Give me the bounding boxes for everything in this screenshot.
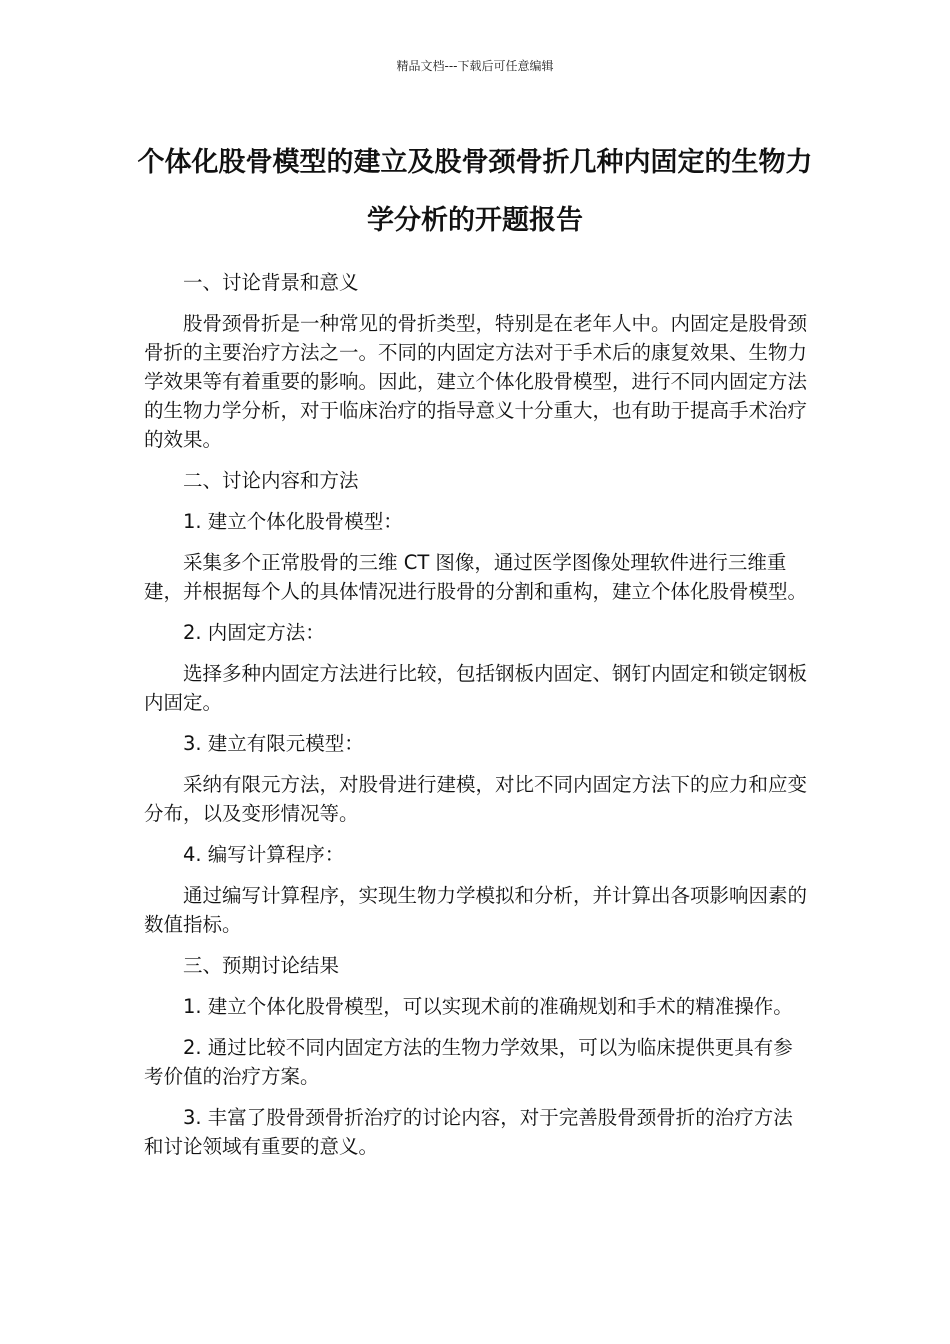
result-item-3: 3. 丰富了股骨颈骨折治疗的讨论内容，对于完善股骨颈骨折的治疗方法和讨论领域有重要的意义。 [144, 1106, 793, 1158]
section-heading-methods: 二、讨论内容和方法 [183, 469, 359, 492]
paragraph-fixation: 选择多种内固定方法进行比较，包括钢板内固定、钢钉内固定和锁定钢板内固定。 [144, 662, 808, 714]
section-heading-results: 三、预期讨论结果 [183, 954, 340, 977]
subheading-fem: 3. 建立有限元模型： [183, 732, 364, 755]
document-body [144, 268, 808, 1173]
paragraph-fem: 采纳有限元方法，对股骨进行建模，对比不同内固定方法下的应力和应变分布，以及变形情况等。 [144, 773, 808, 825]
paragraph-background: 股骨颈骨折是一种常见的骨折类型，特别是在老年人中。内固定是股骨颈骨折的主要治疗方法之一。不同的内固定方法对于手术后的康复效果、生物力学效果等有着重要的影响。因此，建立个体化股骨模型，进行不同内固定方法的生物力学分析，对于临床治疗的指导意义十分重大，也有助于提高手术治疗的效果。 [144, 312, 808, 451]
subheading-program: 4. 编写计算程序： [183, 843, 345, 866]
subheading-fixation: 2. 内固定方法： [183, 621, 325, 644]
result-item-1: 1. 建立个体化股骨模型，可以实现术前的准确规划和手术的精准操作。 [183, 995, 793, 1018]
page-header: 精品文档---下载后可任意编辑 [396, 59, 554, 73]
paragraph-program: 通过编写计算程序，实现生物力学模拟和分析，并计算出各项影响因素的数值指标。 [144, 884, 808, 936]
subheading-model: 1. 建立个体化股骨模型： [183, 510, 403, 533]
result-item-2: 2. 通过比较不同内固定方法的生物力学效果，可以为临床提供更具有参考价值的治疗方案。 [144, 1036, 793, 1088]
section-heading-background: 一、讨论背景和意义 [183, 271, 359, 294]
paragraph-model: 采集多个正常股骨的三维 CT 图像，通过医学图像处理软件进行三维重建，并根据每个人的具体情况进行股骨的分割和重构，建立个体化股骨模型。 [144, 551, 808, 603]
document-title: 个体化股骨模型的建立及股骨颈骨折几种内固定的生物力学分析的开题报告 [137, 147, 813, 236]
